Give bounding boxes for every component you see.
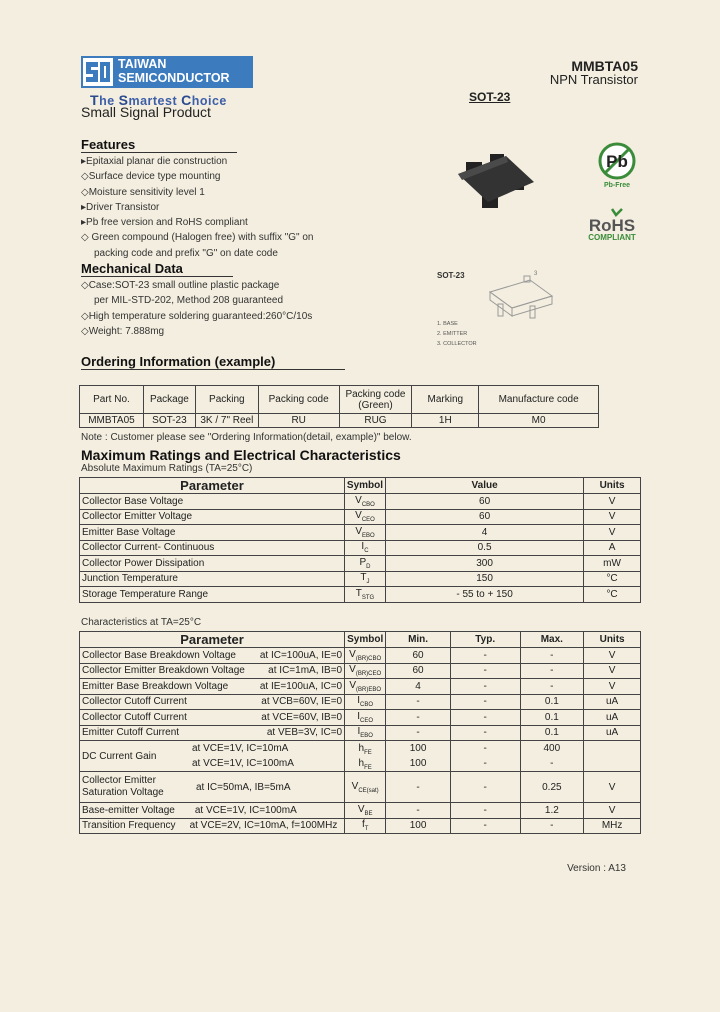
version-label: Version : A13 bbox=[567, 863, 626, 874]
char-symbol: $I_{CBO}$ bbox=[345, 694, 386, 710]
char-symbol: $f_T$ bbox=[345, 818, 386, 834]
ordering-note: Note : Customer please see "Ordering Information(detail, example)" below. bbox=[81, 432, 412, 443]
ratings-header-cell: Parameter bbox=[80, 478, 345, 494]
ts-logo-icon bbox=[83, 58, 113, 86]
rohs-icon-text: RoHS bbox=[588, 216, 636, 235]
char-min: - bbox=[386, 725, 451, 741]
char-typ: - bbox=[450, 710, 520, 726]
char-param: Transition Frequency at VCE=2V, IC=10mA, f=100MHz bbox=[80, 818, 345, 834]
char-typ: - bbox=[450, 694, 520, 710]
sot23-package-image bbox=[452, 148, 542, 214]
char-header-cell: Typ. bbox=[450, 632, 520, 648]
rohs-icon-sub: COMPLIANT bbox=[588, 233, 636, 242]
char-symbol: $V_{(BR)EBO}$ bbox=[345, 679, 386, 695]
rating-symbol: $V_{CBO}$ bbox=[344, 494, 385, 510]
char-unit: uA bbox=[584, 710, 641, 726]
pb-free-icon-sub: Pb-Free bbox=[603, 182, 631, 188]
ordering-cell: 1H bbox=[412, 414, 479, 428]
char-unit bbox=[584, 741, 641, 772]
ordering-header-cell: Package bbox=[143, 386, 195, 414]
char-typ: - bbox=[450, 803, 520, 819]
rating-param: Emitter Base Voltage bbox=[80, 525, 345, 541]
char-max: - bbox=[520, 663, 584, 679]
char-param: Emitter Base Breakdown Voltage at IE=100uA, IC=0 bbox=[80, 679, 345, 695]
char-row bbox=[80, 741, 641, 772]
rating-unit: V bbox=[584, 525, 641, 541]
tagline-cap-3: C bbox=[181, 92, 192, 108]
mechanical-title: Mechanical Data bbox=[81, 261, 183, 276]
rating-symbol: $V_{EBO}$ bbox=[344, 525, 385, 541]
char-row bbox=[80, 663, 641, 679]
char-symbol: $V_{(BR)CBO}$ bbox=[345, 648, 386, 664]
char-max: - bbox=[520, 648, 584, 664]
ratings-row bbox=[80, 587, 641, 603]
char-symbol: $I_{EBO}$ bbox=[345, 725, 386, 741]
char-param: Base-emitter Voltage at VCE=1V, IC=100mA bbox=[80, 803, 345, 819]
char-symbol: $I_{CEO}$ bbox=[345, 710, 386, 726]
char-unit: uA bbox=[584, 694, 641, 710]
drawing-pin-1: 1. BASE bbox=[437, 321, 458, 327]
package-title: SOT-23 bbox=[469, 90, 511, 104]
char-param: Collector Cutoff Current at VCB=60V, IE=0 bbox=[80, 694, 345, 710]
ordering-header-cell: Manufacture code bbox=[479, 386, 599, 414]
ratings-row bbox=[80, 571, 641, 587]
ordering-header-row bbox=[80, 386, 599, 414]
ratings-header-cell: Value bbox=[386, 478, 584, 494]
char-min: - bbox=[386, 772, 451, 803]
rating-symbol: $V_{CEO}$ bbox=[344, 509, 385, 525]
characteristics-header-row bbox=[80, 632, 641, 648]
ordering-header-cell: Marking bbox=[412, 386, 479, 414]
mechanical-rule bbox=[81, 276, 233, 277]
char-max: - bbox=[520, 818, 584, 834]
rating-unit: V bbox=[584, 494, 641, 510]
part-number: MMBTA05 bbox=[571, 58, 638, 74]
rating-unit: °C bbox=[584, 571, 641, 587]
rating-value: 60 bbox=[386, 509, 584, 525]
company-name bbox=[118, 57, 253, 85]
char-param bbox=[80, 741, 345, 772]
characteristics-table bbox=[79, 631, 641, 834]
char-max: 0.1 bbox=[520, 694, 584, 710]
drawing-pin-marker: 3 bbox=[534, 271, 538, 277]
rating-value: 300 bbox=[386, 556, 584, 572]
feature-item: ▸Epitaxial planar die construction bbox=[81, 156, 228, 167]
rating-param: Junction Temperature bbox=[80, 571, 345, 587]
rating-symbol: $T_J$ bbox=[344, 571, 385, 587]
char-typ: - bbox=[450, 725, 520, 741]
char-min: 100 bbox=[386, 818, 451, 834]
char-param bbox=[80, 772, 345, 803]
ratings-subtitle: Absolute Maximum Ratings (TA=25°C) bbox=[81, 463, 253, 474]
ordering-cell: SOT-23 bbox=[143, 414, 195, 428]
rating-value: 0.5 bbox=[386, 540, 584, 556]
char-unit: V bbox=[584, 648, 641, 664]
ordering-cell: RUG bbox=[339, 414, 412, 428]
char-max: 1.2 bbox=[520, 803, 584, 819]
feature-item: ▸Driver Transistor bbox=[81, 201, 160, 213]
ordering-cell: M0 bbox=[479, 414, 599, 428]
mechanical-item: ◇Case:SOT-23 small outline plastic package bbox=[81, 280, 280, 291]
char-unit: uA bbox=[584, 725, 641, 741]
char-symbol: $V_{BE}$ bbox=[345, 803, 386, 819]
char-typ: - bbox=[450, 818, 520, 834]
feature-item: ▸Pb free version and RoHS compliant bbox=[81, 217, 248, 229]
char-header-cell: Max. bbox=[520, 632, 584, 648]
ratings-header-cell: Symbol bbox=[344, 478, 385, 494]
tagline-rest-3: hoice bbox=[191, 94, 227, 108]
ratings-header-row bbox=[80, 478, 641, 494]
drawing-pin-3: 3. COLLECTOR bbox=[437, 341, 477, 347]
ratings-row bbox=[80, 540, 641, 556]
char-row bbox=[80, 803, 641, 819]
rating-symbol: $T_{STG}$ bbox=[344, 587, 385, 603]
rating-param: Collector Emitter Voltage bbox=[80, 509, 345, 525]
rating-value: 150 bbox=[386, 571, 584, 587]
char-max: - bbox=[520, 679, 584, 695]
tagline-rest-1: he bbox=[99, 94, 119, 108]
char-unit: MHz bbox=[584, 818, 641, 834]
ratings-row bbox=[80, 556, 641, 572]
part-description: NPN Transistor bbox=[549, 72, 638, 87]
sat-cond: at IC=50mA, IB=5mA bbox=[196, 781, 291, 793]
char-min: 4 bbox=[386, 679, 451, 695]
dc-gain-cond-1: at VCE=1V, IC=10mA bbox=[192, 743, 289, 754]
ratings-header-cell: Units bbox=[584, 478, 641, 494]
char-row bbox=[80, 648, 641, 664]
company-name-line1: TAIWAN bbox=[118, 57, 167, 71]
char-typ: - bbox=[450, 663, 520, 679]
features-list bbox=[81, 154, 314, 261]
char-max: 0.1 bbox=[520, 725, 584, 741]
rating-param: Collector Current- Continuous bbox=[80, 540, 345, 556]
char-param: Emitter Cutoff Current at VEB=3V, IC=0 bbox=[80, 725, 345, 741]
char-unit: V bbox=[584, 803, 641, 819]
tagline-cap-2: S bbox=[118, 92, 129, 108]
feature-item: packing code and prefix "G" on date code bbox=[94, 247, 278, 259]
rating-value: - 55 to + 150 bbox=[386, 587, 584, 603]
rating-param: Collector Power Dissipation bbox=[80, 556, 345, 572]
ratings-table bbox=[79, 477, 641, 603]
char-header-cell: Symbol bbox=[345, 632, 386, 648]
feature-item: ◇ Green compound (Halogen free) with suffix "G" on bbox=[81, 232, 314, 244]
product-line: Small Signal Product bbox=[81, 104, 211, 120]
char-typ: - bbox=[450, 648, 520, 664]
sot23-drawing bbox=[434, 268, 634, 360]
sat-label-1: Collector Emitter bbox=[82, 775, 156, 786]
char-typ: - - bbox=[450, 741, 520, 772]
rating-unit: A bbox=[584, 540, 641, 556]
char-header-cell: Parameter bbox=[80, 632, 345, 648]
feature-item: ◇Moisture sensitivity level 1 bbox=[81, 186, 205, 198]
char-min: - bbox=[386, 710, 451, 726]
tagline-rest-2: martest bbox=[128, 94, 182, 108]
mechanical-item: ◇Weight: 7.888mg bbox=[81, 325, 165, 337]
ordering-table bbox=[79, 385, 599, 428]
char-unit: V bbox=[584, 772, 641, 803]
char-row bbox=[80, 679, 641, 695]
char-min: 100 100 bbox=[386, 741, 451, 772]
drawing-pin-2: 2. EMITTER bbox=[437, 331, 468, 337]
char-row bbox=[80, 772, 641, 803]
dc-gain-cond-2: at VCE=1V, IC=100mA bbox=[192, 758, 294, 769]
ordering-row bbox=[80, 414, 599, 428]
char-header-cell: Units bbox=[584, 632, 641, 648]
ratings-row bbox=[80, 509, 641, 525]
ordering-cell: 3K / 7" Reel bbox=[195, 414, 258, 428]
char-row bbox=[80, 710, 641, 726]
char-symbol: $V_{CE(sat)}$ bbox=[345, 772, 386, 803]
char-param: Collector Cutoff Current at VCE=60V, IB=0 bbox=[80, 710, 345, 726]
pb-free-icon-text: Pb bbox=[606, 152, 628, 171]
char-symbol: $V_{(BR)CEO}$ bbox=[345, 663, 386, 679]
rating-param: Storage Temperature Range bbox=[80, 587, 345, 603]
rating-symbol: $P_D$ bbox=[344, 556, 385, 572]
char-min: - bbox=[386, 694, 451, 710]
ratings-row bbox=[80, 494, 641, 510]
char-unit: V bbox=[584, 679, 641, 695]
char-min: 60 bbox=[386, 663, 451, 679]
mechanical-item: per MIL-STD-202, Method 208 guaranteed bbox=[94, 295, 283, 307]
char-max: 0.1 bbox=[520, 710, 584, 726]
char-symbol: $h_{FE}$ $h_{FE}$ bbox=[345, 741, 386, 772]
tagline-cap-1: T bbox=[90, 92, 100, 108]
char-row bbox=[80, 725, 641, 741]
features-rule bbox=[81, 152, 237, 153]
char-typ: - bbox=[450, 679, 520, 695]
char-row bbox=[80, 694, 641, 710]
dc-gain-label: DC Current Gain bbox=[82, 750, 157, 762]
char-row bbox=[80, 818, 641, 834]
char-min: - bbox=[386, 803, 451, 819]
rating-value: 4 bbox=[386, 525, 584, 541]
features-title: Features bbox=[81, 137, 136, 152]
feature-item: ◇Surface device type mounting bbox=[81, 171, 221, 183]
ordering-cell: RU bbox=[258, 414, 339, 428]
char-typ: - bbox=[450, 772, 520, 803]
pb-free-icon bbox=[596, 142, 638, 188]
ordering-header-cell: Part No. bbox=[80, 386, 144, 414]
ordering-header-cell: Packing bbox=[195, 386, 258, 414]
company-name-line2: SEMICONDUCTOR bbox=[118, 71, 230, 85]
sat-label-2: Saturation Voltage bbox=[82, 787, 164, 798]
ordering-title: Ordering Information (example) bbox=[81, 354, 276, 369]
char-param: Collector Base Breakdown Voltage at IC=100uA, IE=0 bbox=[80, 648, 345, 664]
char-max: 400 - bbox=[520, 741, 584, 772]
char-param: Collector Emitter Breakdown Voltage at IC=1mA, IB=0 bbox=[80, 663, 345, 679]
ordering-header-cell: Packing code (Green) bbox=[339, 386, 412, 414]
rating-unit: mW bbox=[584, 556, 641, 572]
drawing-label: SOT-23 bbox=[437, 271, 465, 280]
rating-param: Collector Base Voltage bbox=[80, 494, 345, 510]
char-max: 0.25 bbox=[520, 772, 584, 803]
char-unit: V bbox=[584, 663, 641, 679]
mechanical-item: ◇High temperature soldering guaranteed:260°C/10s bbox=[81, 310, 313, 322]
rating-symbol: $I_C$ bbox=[344, 540, 385, 556]
rating-unit: V bbox=[584, 509, 641, 525]
ratings-title: Maximum Ratings and Electrical Characteristics bbox=[81, 447, 401, 463]
ordering-header-cell: Packing code bbox=[258, 386, 339, 414]
mechanical-list bbox=[81, 278, 312, 339]
rating-unit: °C bbox=[584, 587, 641, 603]
ordering-rule bbox=[81, 369, 345, 370]
rohs-icon bbox=[586, 207, 638, 243]
ratings-row bbox=[80, 525, 641, 541]
char-min: 60 bbox=[386, 648, 451, 664]
ordering-cell: MMBTA05 bbox=[80, 414, 144, 428]
char-header-cell: Min. bbox=[386, 632, 451, 648]
rating-value: 60 bbox=[386, 494, 584, 510]
characteristics-subtitle: Characteristics at TA=25°C bbox=[81, 617, 202, 628]
